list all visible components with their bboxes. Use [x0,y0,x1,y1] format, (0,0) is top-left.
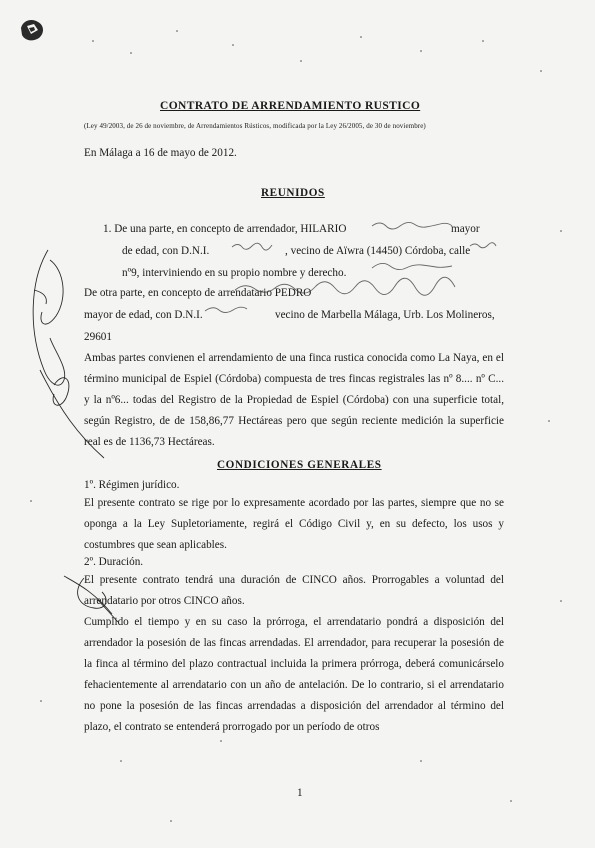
law-reference: (Ley 49/2003, de 26 de noviembre, de Arrendamientos Rústicos, modificada por la Ley 26/2005, de 30 de noviembre) [84,122,426,130]
party2-line1: De otra parte, en concepto de arrendatario PEDRO [84,287,312,299]
clause2-text-continued: Cumplido el tiempo y en su caso la prórroga, el arrendatario pondrá a disposición del arrendador la posesión de las fincas arrendadas. El arrendador, para recuperar la posesión de la finca al término del plazo contractual incluida la primera prórroga, deberá comunicárselo fehacientemente al arrendatario con un año de antelación. De lo contrario, si el arrendatario no pone la posesión de las fincas arrendadas a disposición del arrendador al término del plazo, el contrato se entenderá prorrogado por un período de otros [84,616,504,733]
clause2-title: 2º. Duración. [84,556,144,568]
party2-line3: 29601 [84,331,112,343]
clause1-title: 1º. Régimen jurídico. [84,479,180,491]
party1-line1: 1. De una parte, en concepto de arrendador, HILARIO [103,223,347,235]
section-reunidos: REUNIDOS [261,187,325,199]
page-number: 1 [297,787,303,799]
clause2-text: El presente contrato tendrá una duración de CINCO años. Prorrogables a voluntad del arrendatario por otros CINCO años. [84,574,504,607]
party1-line1-tail: mayor [451,223,480,235]
party2-line2: mayor de edad, con D.N.I. [84,309,203,321]
party1-line2-tail: , vecino de Aïwra (14450) Córdoba, calle [285,245,471,257]
second-signature [58,570,128,630]
document-title: CONTRATO DE ARRENDAMIENTO RUSTICO [160,100,421,112]
section-conditions: CONDICIONES GENERALES [217,459,382,471]
party1-line3: nº9, interviniendo en su propio nombre y derecho. [122,267,347,279]
party1-line2: de edad, con D.N.I. [122,245,210,257]
margin-signature [20,220,110,470]
party2-line2-tail: vecino de Marbella Málaga, Urb. Los Molineros, [275,309,495,321]
place-date: En Málaga a 16 de mayo de 2012. [84,147,237,159]
agreement-paragraph: Ambas partes convienen el arrendamiento de una finca rustica conocida como La Naya, en el término municipal de Espiel (Córdoba) compuesta de tres fincas registrales las nº 8.... nº C... y la nº6... todas del Registro de la Propiedad de Espiel (Córdoba) con una superficie total, según Registro, de de 158,86,77 Hectáreas pero que según reciente medición la superficie real es de 1136,73 Hectáreas. [84,352,504,448]
clause1-text: El presente contrato se rige por lo expresamente acordado por las partes, siempre que no se oponga a la Ley Supletoriamente, regirá el Código Civil y, en su defecto, los usos y costumbres que sean aplicables. [84,497,504,551]
